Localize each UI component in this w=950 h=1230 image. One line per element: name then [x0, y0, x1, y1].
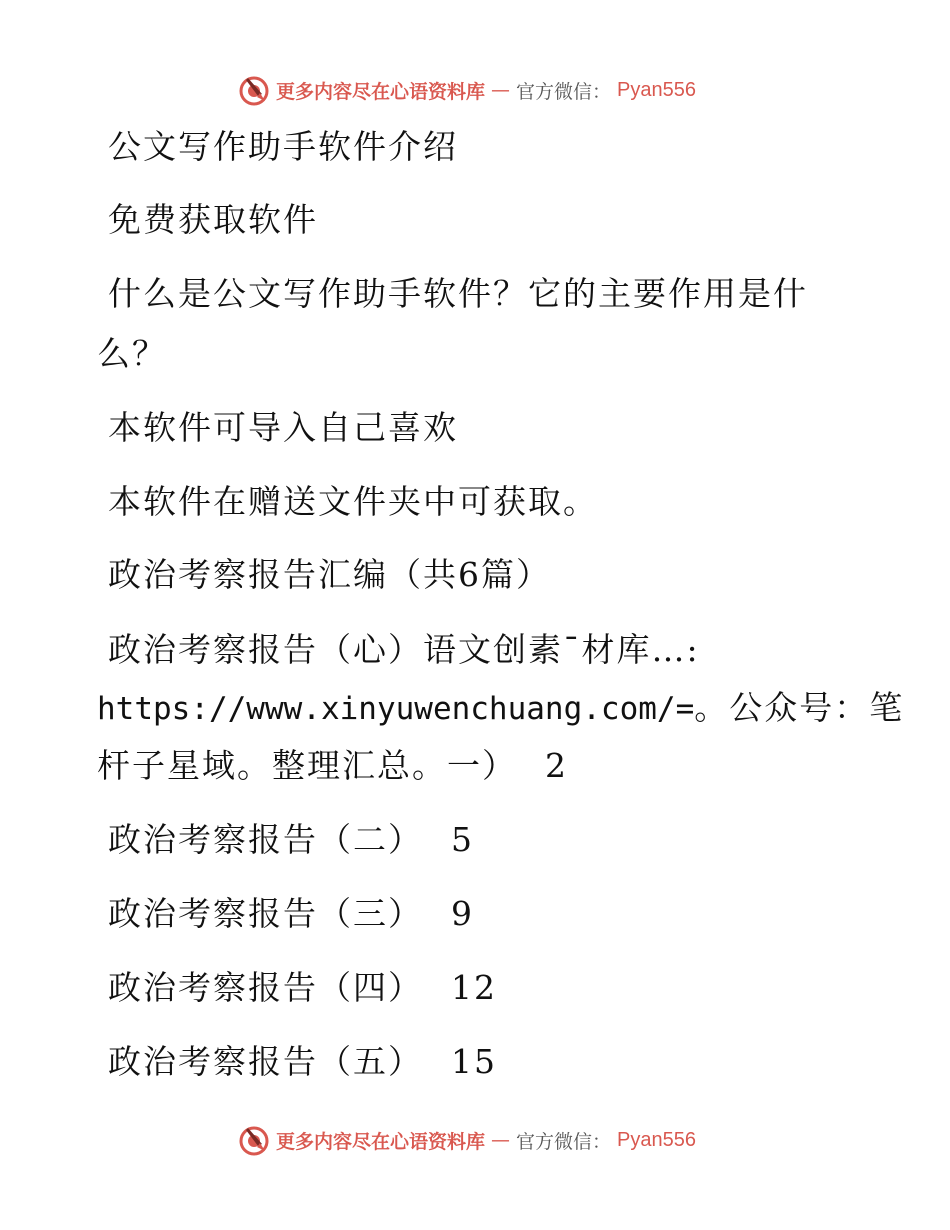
line-url-row — [97, 688, 950, 729]
line-gift-folder: 本软件在赠送文件夹中可获取。 — [108, 482, 598, 521]
footer-banner-wechat-id: Pyan556 — [617, 1128, 696, 1151]
line-free-download: 免费获取软件 — [108, 200, 318, 239]
line-import-favorites: 本软件可导入自己喜欢 — [108, 408, 458, 447]
header-banner-dash: — — [491, 79, 511, 101]
header-banner — [0, 70, 950, 110]
account-prefix: 。公众号：笔 — [694, 688, 905, 727]
toc-item — [108, 820, 950, 860]
pen-nib-logo-icon — [238, 1124, 270, 1156]
toc-page-number: 15 — [451, 1042, 497, 1081]
toc-title: 政治考察报告（三） — [108, 894, 423, 933]
header-banner-wechat-id: Pyan556 — [617, 78, 696, 101]
toc-page-number: 12 — [451, 968, 497, 1007]
pen-nib-logo-icon — [238, 74, 270, 106]
line-compilation-title: 政治考察报告汇编（共6篇） — [108, 555, 551, 594]
toc-item — [108, 894, 950, 934]
toc-page-number: 5 — [451, 820, 474, 859]
header-banner-content — [238, 74, 696, 106]
line-report-one: 政治考察报告（心）语文创素¯材库…: — [108, 630, 700, 669]
footer-banner — [0, 1120, 950, 1160]
toc-item — [108, 968, 950, 1008]
toc-title: 政治考察报告（二） — [108, 820, 423, 859]
footer-banner-dash: — — [491, 1129, 511, 1151]
line-question-part1: 什么是公文写作助手软件？它的主要作用是什 — [108, 274, 808, 313]
line-software-intro: 公文写作助手软件介绍 — [108, 127, 458, 166]
line-question-part2: 么？ — [97, 334, 167, 373]
header-banner-label: 官方微信： — [516, 80, 612, 103]
footer-banner-label: 官方微信： — [516, 1130, 612, 1153]
footer-banner-title: 更多内容尽在心语资料库 — [276, 1130, 486, 1153]
toc-page-number: 9 — [451, 894, 474, 933]
toc-title: 政治考察报告（四） — [108, 968, 423, 1007]
source-url: https://www.xinyuwenchuang.com/= — [97, 691, 695, 727]
footer-banner-content — [238, 1124, 696, 1156]
toc-page-number: 2 — [545, 746, 568, 785]
toc-item — [108, 1042, 950, 1082]
report-one-tail: 杆子星域。整理汇总。一） — [97, 746, 517, 785]
line-report-one-end — [97, 746, 950, 786]
toc-title: 政治考察报告（五） — [108, 1042, 423, 1081]
header-banner-title: 更多内容尽在心语资料库 — [276, 80, 486, 103]
